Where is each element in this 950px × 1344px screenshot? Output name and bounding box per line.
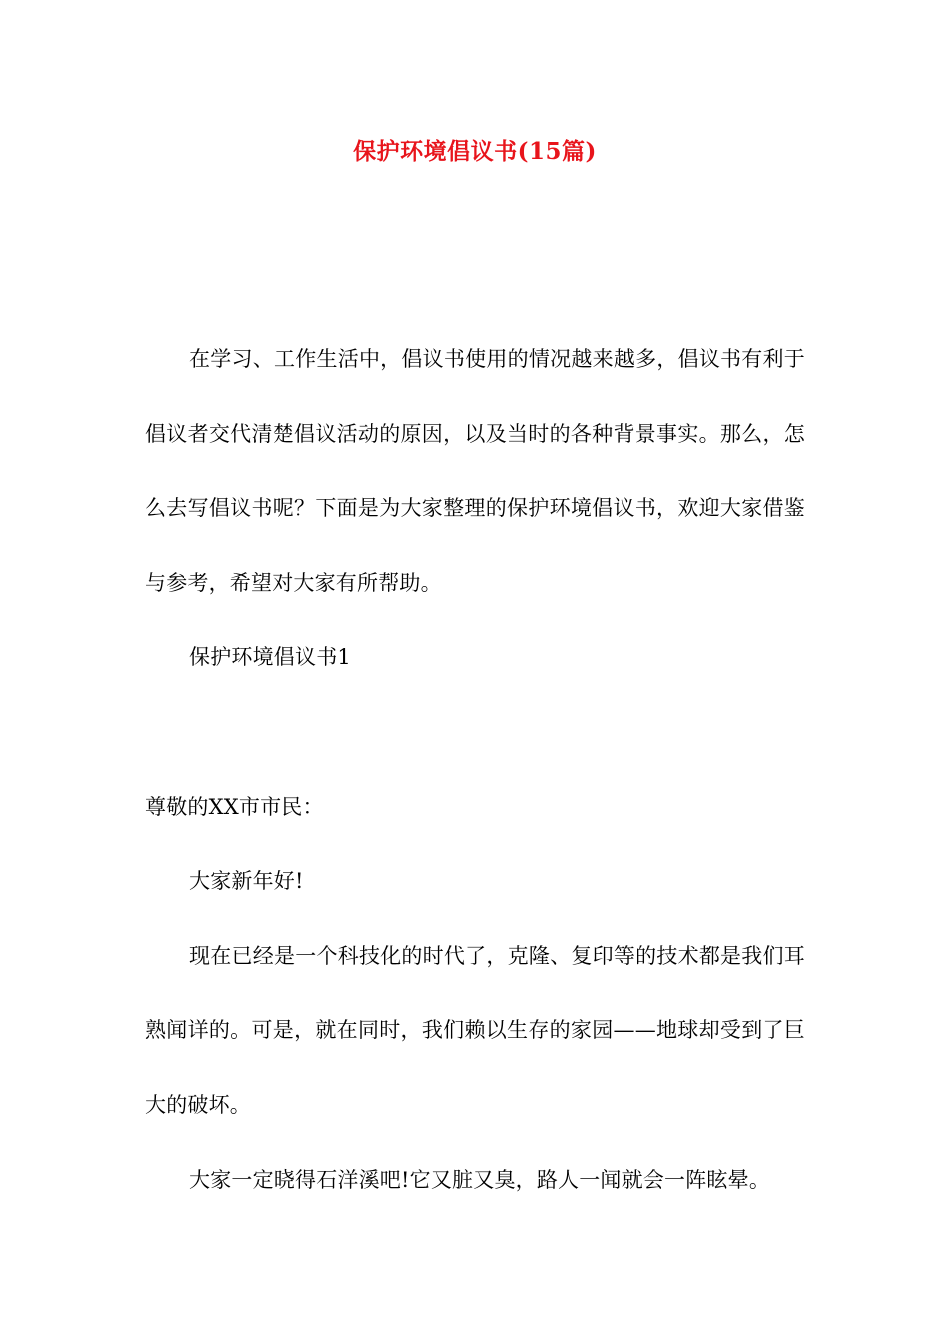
intro-paragraph: 在学习、工作生活中，倡议书使用的情况越来越多，倡议书有利于倡议者交代清楚倡议活动的原因，以及当时的各种背景事实。那么，怎么去写倡议书呢？下面是为大家整理的保护环境倡议书，欢迎大家借鉴与参考，希望对大家有所帮助。 <box>145 347 805 595</box>
greeting-paragraph: 大家新年好! <box>189 869 304 894</box>
document-body <box>145 322 805 1217</box>
document-title: 保护环境倡议书(15篇) <box>353 138 597 165</box>
blank-line <box>145 695 805 770</box>
body-paragraph-2: 大家一定晓得石洋溪吧!它又脏又臭，路人一闻就会一阵眩晕。 <box>189 1167 771 1192</box>
body-paragraph-1: 现在已经是一个科技化的时代了，克隆、复印等的技术都是我们耳熟闻详的。可是，就在同时，我们赖以生存的家园——地球却受到了巨大的破坏。 <box>145 943 805 1117</box>
section-heading-1: 保护环境倡议书1 <box>189 645 351 670</box>
salutation: 尊敬的XX市市民： <box>145 794 324 819</box>
